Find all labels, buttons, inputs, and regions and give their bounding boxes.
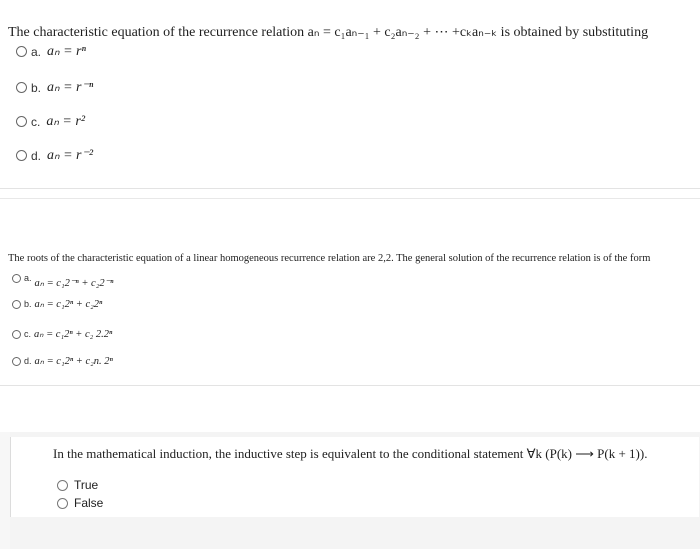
question-2 — [0, 198, 700, 386]
option-false[interactable] — [57, 496, 103, 510]
question-3-panel — [10, 437, 699, 517]
option-text: aₙ = c₁2ⁿ + c₂n. 2ⁿ — [34, 356, 113, 367]
radio-button[interactable] — [16, 46, 27, 57]
option-true[interactable] — [57, 478, 98, 492]
option-text: aₙ = c₁2⁻ⁿ + c₂2⁻ⁿ — [34, 278, 114, 289]
option-letter: c. — [24, 329, 32, 339]
radio-button[interactable] — [12, 300, 21, 309]
question-2-stem: The roots of the characteristic equation of a linear homogeneous recurrence relation are 2,2. The general solution of the recurrence relation is of the form — [8, 253, 651, 264]
radio-button[interactable] — [57, 498, 68, 509]
radio-button[interactable] — [12, 274, 21, 283]
option-1a[interactable] — [16, 43, 86, 60]
option-2c[interactable] — [12, 328, 112, 340]
option-1b[interactable] — [16, 79, 93, 96]
option-label: False — [74, 496, 104, 510]
radio-button[interactable] — [12, 357, 21, 366]
radio-button[interactable] — [12, 330, 21, 339]
option-1c[interactable] — [16, 113, 85, 130]
option-1d[interactable] — [16, 147, 93, 164]
radio-button[interactable] — [57, 480, 68, 491]
question-1 — [0, 0, 700, 189]
option-text: aₙ = r⁻ⁿ — [47, 80, 94, 95]
radio-button[interactable] — [16, 116, 27, 127]
question-3-stem: In the mathematical induction, the inductive step is equivalent to the conditional statement ∀k (P(k) ⟶ P(k + 1)). — [53, 446, 648, 461]
option-letter: d. — [24, 356, 32, 366]
option-label: True — [74, 478, 99, 492]
option-letter: b. — [24, 299, 32, 309]
option-letter: c. — [31, 114, 41, 129]
option-letter: a. — [24, 273, 32, 283]
option-letter: d. — [31, 148, 42, 163]
left-gutter — [0, 432, 10, 549]
option-2d[interactable] — [12, 355, 113, 367]
option-2a[interactable] — [12, 267, 113, 289]
option-text: aₙ = c₁2ⁿ + c₂2ⁿ — [34, 299, 103, 310]
radio-button[interactable] — [16, 82, 27, 93]
option-text: aₙ = r⁻² — [47, 148, 94, 163]
option-text: aₙ = r² — [46, 114, 86, 129]
option-text: aₙ = c₁2ⁿ + c₂ 2.2ⁿ — [34, 329, 113, 340]
option-letter: a. — [31, 44, 42, 59]
option-2b[interactable] — [12, 298, 102, 310]
question-3 — [0, 432, 700, 549]
question-1-stem: The characteristic equation of the recurrence relation aₙ = c₁aₙ₋₁ + c₂aₙ₋₂ + ⋯ +cₖaₙ₋ₖ is obtained by substituting — [8, 25, 649, 40]
option-text: aₙ = rⁿ — [47, 44, 86, 59]
option-letter: b. — [31, 80, 42, 95]
radio-button[interactable] — [16, 150, 27, 161]
